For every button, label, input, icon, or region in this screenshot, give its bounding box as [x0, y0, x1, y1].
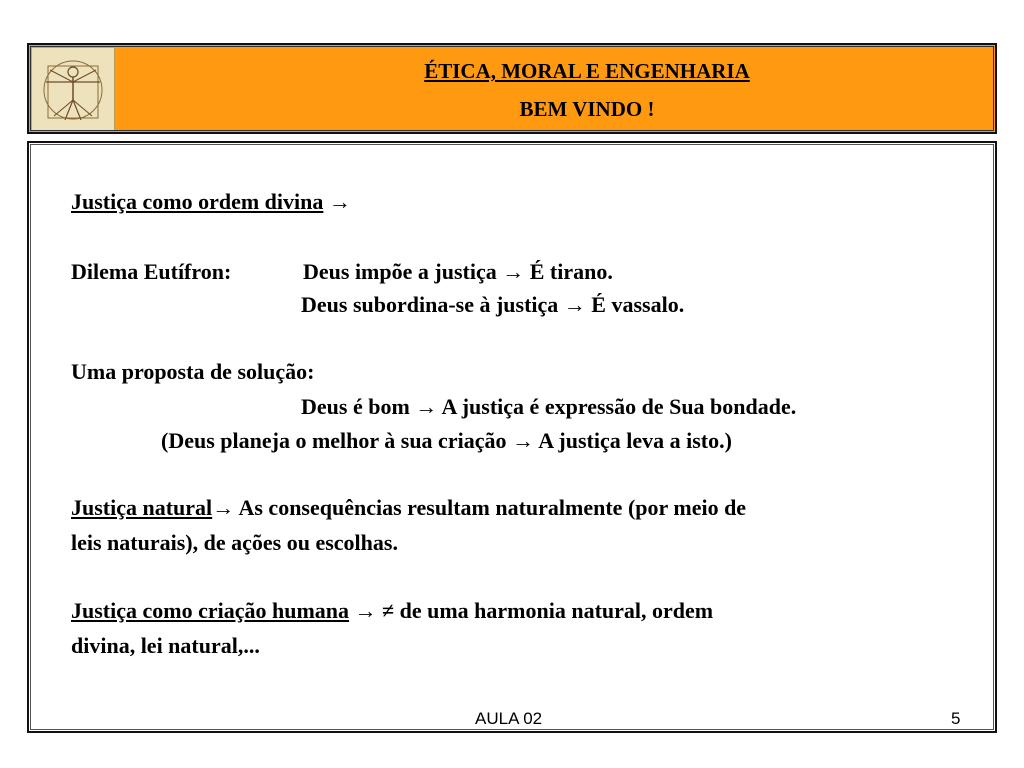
dilema-label: Dilema Eutífron:: [71, 259, 232, 284]
slide-content: [27, 141, 997, 733]
topic-justica-natural: [71, 495, 746, 521]
topic-criacao-humana: [71, 598, 713, 624]
vitruvian-man-logo-icon: [32, 48, 115, 130]
slide-title: ÉTICA, MORAL E ENGENHARIA: [424, 59, 750, 83]
slide-header: [27, 43, 997, 134]
topic-ordem-divina: [71, 189, 351, 215]
topic-justica-natural-heading: Justiça natural: [71, 495, 213, 520]
topic-ordem-divina-heading: Justiça como ordem divina: [71, 189, 324, 214]
proposta-line-2: (Deus planeja o melhor à sua criação → A justiça leva a isto.): [161, 428, 732, 453]
topic-criacao-humana-heading: Justiça como criação humana: [71, 598, 350, 623]
vitruvian-man-drawing: [32, 48, 114, 130]
page-number: 5: [951, 709, 961, 728]
dilema-option-2: Deus subordina-se à justiça → É vassalo.: [301, 292, 685, 317]
topic-justica-natural-text: → As consequências resultam naturalmente (por meio de: [212, 495, 747, 520]
dilema-option-1: Deus impõe a justiça → É tirano.: [303, 259, 613, 284]
proposta-label: Uma proposta de solução:: [71, 359, 315, 384]
slide-subtitle: BEM VINDO !: [519, 97, 655, 121]
topic-criacao-humana-line-2: divina, lei natural,...: [71, 633, 260, 658]
footer-label: AULA 02: [475, 709, 543, 728]
proposta-line-1: Deus é bom → A justiça é expressão de Sua bondade.: [301, 394, 797, 419]
topic-justica-natural-line-2: leis naturais), de ações ou escolhas.: [71, 530, 398, 555]
topic-criacao-humana-text: → ≠ de uma harmonia natural, ordem: [349, 598, 714, 623]
topic-ordem-divina-arrow: →: [323, 189, 351, 214]
